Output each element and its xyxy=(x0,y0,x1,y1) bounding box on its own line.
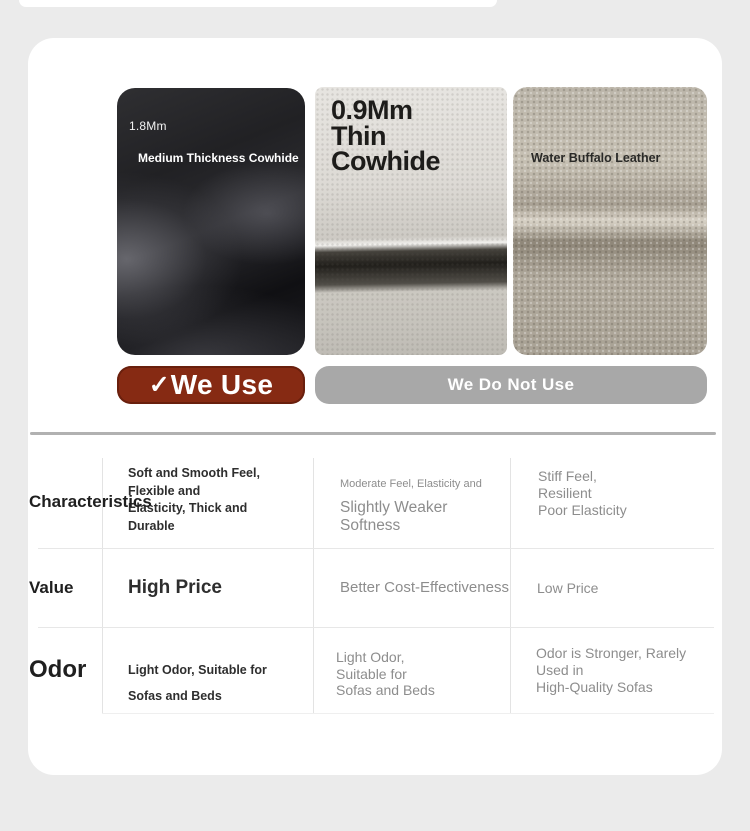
table-row-odor xyxy=(28,627,722,713)
cell-text: Light Odor, Suitable for Sofas and Beds xyxy=(128,663,267,704)
table-row-border xyxy=(102,713,714,714)
comparison-card xyxy=(28,38,722,775)
odor-buffalo-cell: Odor is Stronger, Rarely Used in High-Quality Sofas xyxy=(536,645,687,696)
cell-text: Slightly Weaker Softness xyxy=(340,499,448,534)
cell-text-small: Moderate Feel, Elasticity and xyxy=(340,478,482,490)
medium-cowhide-photo xyxy=(117,88,305,355)
we-do-not-use-banner xyxy=(315,366,707,404)
characteristics-buffalo-cell: Stiff Feel, Resilient Poor Elasticity xyxy=(538,468,627,519)
value-buffalo-cell: Low Price xyxy=(537,579,599,596)
checkmark-icon: ✓ xyxy=(148,371,170,399)
thickness-label: 1.8Mm xyxy=(129,119,167,133)
row-label: Characteristics xyxy=(29,491,152,511)
odor-thin-cell: Light Odor, Suitable for Sofas and Beds xyxy=(336,649,435,699)
thin-cowhide-photo xyxy=(315,87,507,355)
row-label-cell xyxy=(28,548,102,627)
row-label: Odor xyxy=(29,656,87,683)
we-use-banner xyxy=(117,366,305,404)
row-label-cell xyxy=(28,455,152,548)
we-do-not-use-label: We Do Not Use xyxy=(447,375,575,394)
thin-cowhide-title: 0.9Mm Thin Cowhide xyxy=(331,95,440,177)
value-thin-cell: Better Cost-Effectiveness xyxy=(340,579,509,596)
cell-text: Soft and Smooth Feel, Flexible and Elasticity, Thick and Durable xyxy=(128,466,260,533)
odor-medium-cell xyxy=(102,627,313,713)
row-label: Value xyxy=(29,577,74,597)
row-label-cell xyxy=(28,627,102,713)
we-use-label: We Use xyxy=(170,369,274,400)
buffalo-leather-title: Water Buffalo Leather xyxy=(531,151,661,165)
table-row-value xyxy=(28,548,722,627)
value-medium-cell xyxy=(102,548,313,627)
table-row-characteristics xyxy=(28,455,722,548)
characteristics-thin-cell xyxy=(313,455,510,548)
section-divider xyxy=(30,432,716,435)
medium-cowhide-title: Medium Thickness Cowhide xyxy=(138,151,299,165)
previous-card-bottom-edge xyxy=(19,0,497,7)
buffalo-leather-photo xyxy=(513,87,707,355)
cell-text: High Price xyxy=(128,576,222,598)
